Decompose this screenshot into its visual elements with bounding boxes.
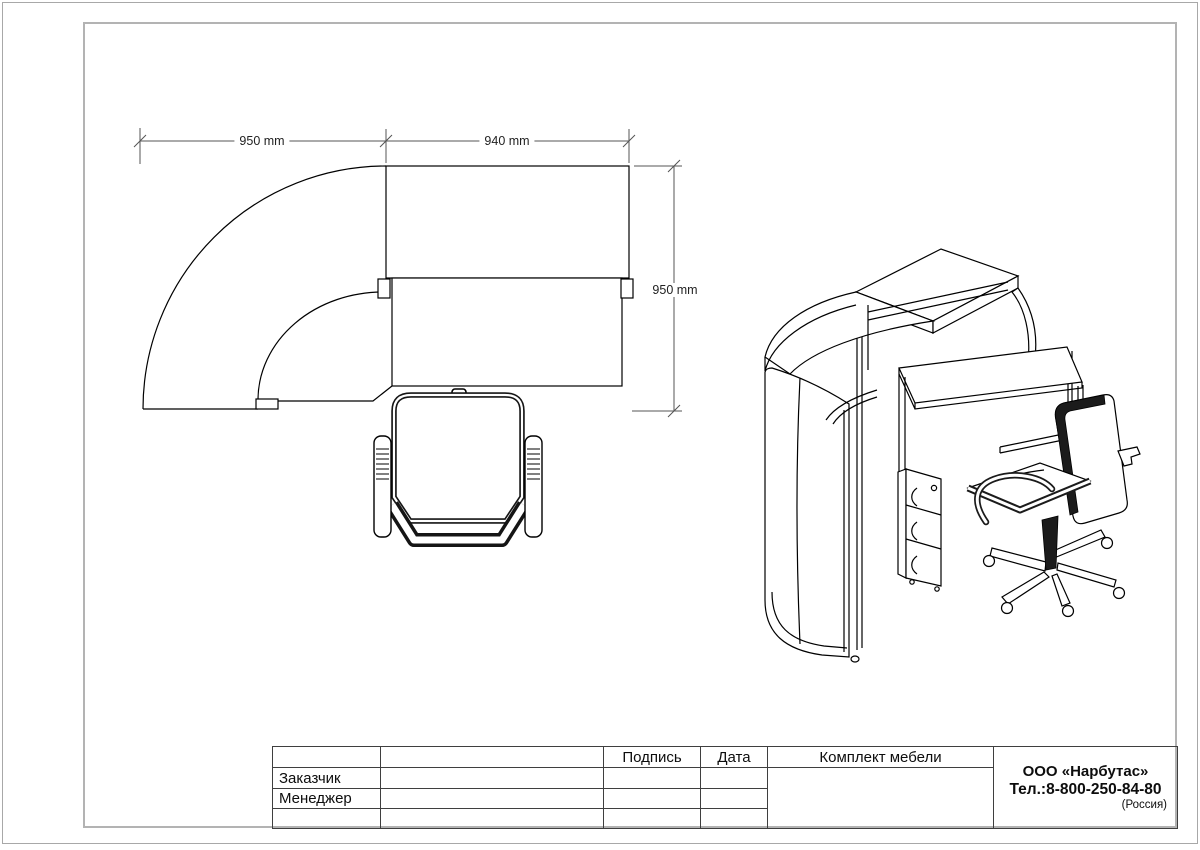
company-phone: Тел.:8-800-250-84-80 xyxy=(1009,781,1162,798)
armrest-right xyxy=(525,436,542,537)
seat-outline xyxy=(394,395,522,521)
dimension-label-940: 940 mm xyxy=(479,134,534,148)
dimension-label-950-left: 950 mm xyxy=(234,134,289,148)
caster-wheel xyxy=(1002,603,1013,614)
company-country: (Россия) xyxy=(1121,799,1167,811)
company-info-cell xyxy=(994,747,1178,829)
empty-cell xyxy=(381,809,604,829)
support-panel xyxy=(857,310,862,650)
company-name: ООО «Нарбутас» xyxy=(1022,763,1149,780)
plan-view xyxy=(134,128,682,540)
empty-cell xyxy=(701,809,768,829)
armrest-left xyxy=(374,436,391,537)
modesty-rail xyxy=(1000,433,1068,453)
left-side-panel xyxy=(899,374,905,478)
bracket-right xyxy=(621,279,633,298)
counter-bottom-edge xyxy=(278,386,392,401)
drawer-pedestal-3d xyxy=(898,469,941,591)
date-header-cell: Дата xyxy=(701,747,768,768)
curved-front-panel xyxy=(765,368,849,657)
furniture-set-value-cell xyxy=(768,768,994,829)
office-chair-3d xyxy=(968,395,1140,617)
title-block xyxy=(272,746,1178,829)
dimension-label-950-depth: 950 mm xyxy=(647,283,702,297)
pedestal-foot xyxy=(910,580,914,584)
customer-label-cell: Заказчик xyxy=(273,768,381,789)
signature-header-cell: Подпись xyxy=(604,747,701,768)
empty-cell xyxy=(273,809,381,829)
pedestal-foot xyxy=(935,587,939,591)
plan-desk-outline xyxy=(143,166,633,409)
desk-top xyxy=(899,347,1082,403)
manager-signature-cell xyxy=(604,789,701,809)
counter-top-rect xyxy=(386,166,629,278)
empty-cell xyxy=(381,747,604,768)
desk-rect xyxy=(392,278,622,386)
customer-name-cell xyxy=(381,768,604,789)
inner-arc xyxy=(258,292,383,399)
reception-counter-3d xyxy=(765,249,1036,662)
iso-view xyxy=(765,249,1140,662)
manager-name-cell xyxy=(381,789,604,809)
counter-foot xyxy=(256,399,278,409)
chair-top-view xyxy=(374,389,542,540)
drawer-lock xyxy=(931,485,936,490)
pedestal-side xyxy=(898,469,906,578)
foot-glide xyxy=(851,656,859,662)
caster-wheel xyxy=(1102,538,1113,549)
empty-cell xyxy=(604,809,701,829)
empty-cell xyxy=(273,747,381,768)
title-block-table xyxy=(272,746,1178,829)
bracket-left xyxy=(378,279,390,298)
outer-arc xyxy=(143,166,386,409)
manager-date-cell xyxy=(701,789,768,809)
customer-date-cell xyxy=(701,768,768,789)
customer-signature-cell xyxy=(604,768,701,789)
caster-wheel xyxy=(1063,606,1074,617)
furniture-set-header-cell: Комплект мебели xyxy=(768,747,994,768)
caster-wheel xyxy=(1114,588,1125,599)
caster-wheel xyxy=(984,556,995,567)
manager-label-cell: Менеджер xyxy=(273,789,381,809)
